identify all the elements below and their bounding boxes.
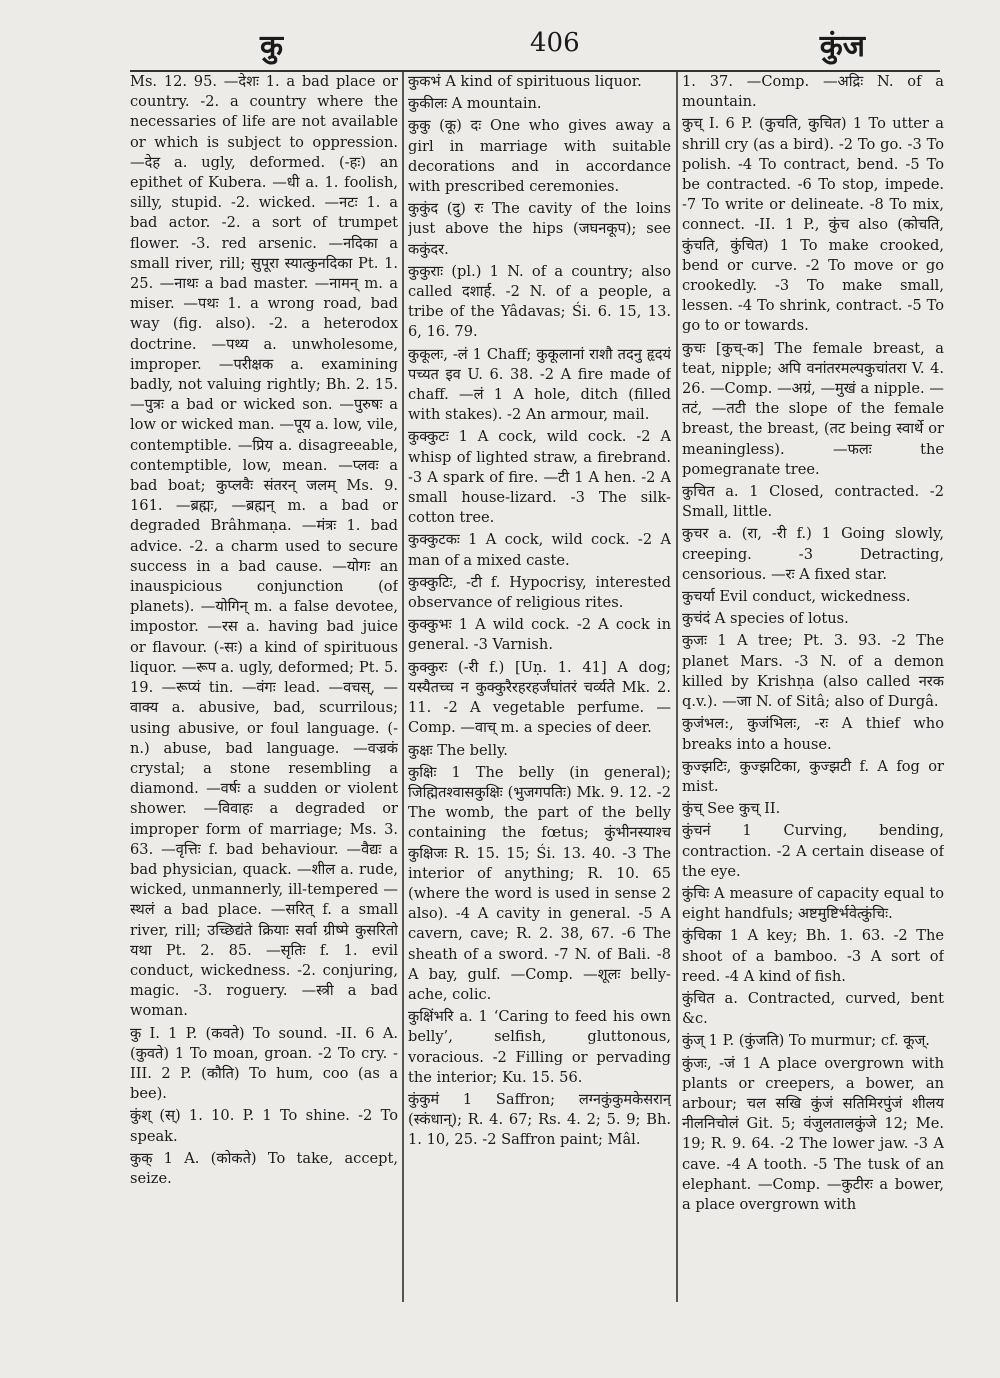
entry: कुंचित a. Contracted, curved, bent &c. <box>682 989 944 1028</box>
entry: कुक्षः The belly. <box>408 741 508 759</box>
page-number: 406 <box>530 28 580 58</box>
entry: 1. 37. —Comp. —अद्रिः N. of a mountain. <box>682 73 944 111</box>
column-1 <box>130 72 398 1302</box>
entry: कुंचिः A measure of capacity equal to eight handfuls; अष्टमुष्टिर्भवेत्कुंचिः. <box>682 884 944 923</box>
entry: कुंज् 1 P. (कुंजति) To murmur; cf. कूज्. <box>682 1032 930 1050</box>
entry: कुंचनं 1 Curving, bending, contraction. -2 A certain disease of the eye. <box>682 822 944 880</box>
entry: कुंच् See कुच् II. <box>682 800 781 818</box>
entry: कुचर्या Evil conduct, wickedness. <box>682 588 911 606</box>
entry: कुच् I. 6 P. (कुचति, कुचित) 1 To utter a shrill cry (as a bird). -2 To go. -3 To polish. -4 To contract, bend. -5 To be contracted. -6 To stop, impede. -7 To write or delineate. -8 To mix, connect. -II. 1 P., कुंच also (कोचति, कुंचति, कुंचित) 1 To make crooked, bend or curve. -2 To move or go crookedly. -3 To make small, lessen. -4 To shrink, contract. -5 To go to or towards. <box>682 115 944 335</box>
entry: कुंजः, -जं 1 A place overgrown with plants or creepers, a bower, an arbour; चल सखि कुंजं सतिमिरपुंजं शीलय नीलनिचोलं Git. 5; वंजुलतालकुंजे 12; Me. 19; R. 9. 64. -2 The lower jaw. -3 A cave. -4 A tooth. -5 The tusk of an elephant. —Comp. —कुटीरः a bower, a place overgrown with <box>682 1054 944 1213</box>
column-divider <box>402 72 404 1302</box>
entry: कुकु (कू) दः One who gives away a girl in marriage with suitable decorations and in accordance with prescribed ceremonies. <box>408 117 671 196</box>
entry: कुंकुमं 1 Saffron; लग्नकुंकुमकेसरान् (स्कंधान्); R. 4. 67; Rs. 4. 2; 5. 9; Bh. 1. 10, 25. -2 Saffron paint; Mâl. <box>408 1090 671 1149</box>
text-columns <box>128 72 944 1302</box>
entry: कुक् 1 A. (कोकते) To take, accept, seize. <box>130 1149 398 1187</box>
entry: कुक्कुटिः, -टी f. Hypocrisy, interested observance of religious rites. <box>408 573 671 612</box>
column-divider <box>676 72 678 1302</box>
page-header <box>130 18 940 72</box>
entry: कुकूलः, -लं 1 Chaff; कुकूलानां राशौ तदनु हृदयं पच्यत इव U. 6. 38. -2 A fire made of chaff. —लं 1 A hole, ditch (filled with stakes). -2 An armour, mail. <box>408 345 671 424</box>
header-left-word: कु <box>260 29 284 64</box>
entry: कुकीलः A mountain. <box>408 95 542 113</box>
column-3 <box>682 72 944 1302</box>
header-right-word: कुंज <box>819 29 865 64</box>
entry: कुंश् (स्) 1. 10. P. 1 To shine. -2 To speak. <box>130 1107 398 1145</box>
entry: कुक्कुटकः 1 A cock, wild cock. -2 A man of a mixed caste. <box>408 531 671 569</box>
entry: कुचित a. 1 Closed, contracted. -2 Small, little. <box>682 483 944 521</box>
entry: कुज्झटिः, कुज्झटिका, कुज्झटी f. A fog or mist. <box>682 757 944 795</box>
entry: कुकुंद (दु) रः The cavity of the loins just above the hips (जघनकूप); see ककुंदर. <box>408 200 671 258</box>
entry: कुजः 1 A tree; Pt. 3. 93. -2 The planet Mars. -3 N. of a demon killed by Krishṇa (also called नरक q.v.). —जा N. of Sitâ; also of Durgâ. <box>682 632 944 711</box>
entry: कुजंभल:, कुजंभिलः, -रः A thief who breaks into a house. <box>682 715 944 753</box>
entry: कुक्षिः 1 The belly (in general); जिह्मितश्वासकुक्षिः (भुजगपतिः) Mk. 9. 12. -2 The womb, the part of the belly containing the fœtus; कुंभीनस्याश्च कुक्षिजः R. 15. 15; Śi. 13. 40. -3 The interior of anything; R. 10. 65 (where the word is used in sense 2 also). -4 A cavity in general. -5 A cavern, cave; R. 2. 38, 67. -6 The sheath of a sword. -7 N. of Bali. -8 A bay, gulf. —Comp. —शूलः belly-ache, colic. <box>408 763 671 1003</box>
column-2 <box>408 72 671 1302</box>
entry: कुक्षिंभरि a. 1 ‘Caring to feed his own belly’, selfish, gluttonous, voracious. -2 Filling or pervading the interior; Ku. 15. 56. <box>408 1008 671 1086</box>
entry: कुचः [कुच्-क] The female breast, a teat, nipple; अपि वनांतरमल्पकुचांतरा V. 4. 26. —Comp. —अग्रं, —मुखं a nipple. —तटं, —तटी the slope of the female breast, the breast, (तट being स्वार्थे or meaningless). —फलः the pomegranate tree. <box>682 339 944 478</box>
entry: कुचर a. (रा, -री f.) 1 Going slowly, creeping. -3 Detracting, censorious. —रः A fixed star. <box>682 525 944 583</box>
entry: कुक्कुटः 1 A cock, wild cock. -2 A whisp of lighted straw, a firebrand. -3 A spark of fire. —टी 1 A hen. -2 A small house-lizard. -3 The silk-cotton tree. <box>408 428 671 527</box>
entry: कु I. 1 P. (कवते) To sound. -II. 6 A. (कुवते) 1 To moan, groan. -2 To cry. -III. 2 P. (कौति) To hum, coo (as a bee). <box>130 1024 398 1103</box>
entry: कुक्कुरः (-री f.) [Uṇ. 1. 41] A dog; यस्यैतच्च न कुक्कुरैरहरहर्जंघांतरं चर्व्यते Mk. 2. 11. -2 A vegetable perfume. —Comp. —वाच् m. a species of deer. <box>408 658 671 737</box>
entry: कुकुराः (pl.) 1 N. of a country; also called दशार्ह. -2 N. of a people, a tribe of the Yâdavas; Śi. 6. 15, 13. 6, 16. 79. <box>408 262 671 341</box>
entry: कुकभं A kind of spirituous liquor. <box>408 73 642 90</box>
entry: Ms. 12. 95. —देशः 1. a bad place or country. -2. a country where the necessaries of life are not available or which is subject to oppression. —देह a. ugly, deformed. (-हः) an epithet of Kubera. —धी a. 1. foolish, silly, stupid. -2. wicked. —नटः 1. a bad actor. -2. a sort of trumpet flower. -3. red arsenic. —नदिका a small river, rill; सुपूरा स्यात्कुनदिका Pt. 1. 25. —नाथः a bad master. —नामन् m. a miser. —पथः 1. a wrong road, bad way (fig. also). -2. a heterodox doctrine. —पथ्य a. unwholesome, improper. —परीक्षक a. examining badly, not valuing rightly; Bh. 2. 15. —पुत्रः a bad or wicked son. —पुरुषः a low or wicked man. —पूय a. low, vile, contemptible. —प्रिय a. disagreeable, contemptible, low, mean. —प्लवः a bad boat; कुप्लवैः संतरन् जलम् Ms. 9. 161. —ब्रह्मः, —ब्रह्मन् m. a bad or degraded Brâhmaṇa. —मंत्रः 1. bad advice. -2. a charm used to secure success in a bad cause. —योगः an inauspicious conjunction (of planets). —योगिन् m. a false devotee, impostor. —रस a. having bad juice or flavour. (-सः) a kind of spirituous liquor. —रूप a. ugly, deformed; Pt. 5. 19. —रूप्यं tin. —वंगः lead. —वचस्, —वाक्य a. abusive, bad, scurrilous; using abusive, or foul language. (-n.) abuse, bad language. —वज्रकं crystal; a stone resembling a diamond. —वर्षः a sudden or violent shower. —विवाहः a degraded or improper form of marriage; Ms. 3. 63. —वृत्तिः f. bad behaviour. —वैद्यः a bad physician, quack. —शील a. rude, wicked, unmannerly, ill-tempered —स्थलं a bad place. —सरित् f. a small river, rill; उच्छिद्यंते क्रियाः सर्वा ग्रीष्मे कुसरितो यथा Pt. 2. 85. —सृतिः f. 1. evil conduct, wickedness. -2. conjuring, magic. -3. roguery. —स्त्री a bad woman. <box>130 73 398 1020</box>
entry: कुंचिका 1 A key; Bh. 1. 63. -2 The shoot of a bamboo. -3 A sort of reed. -4 A kind of fish. <box>682 927 944 985</box>
entry: कुचंदं A species of lotus. <box>682 610 849 628</box>
entry: कुक्कुभः 1 A wild cock. -2 A cock in general. -3 Varnish. <box>408 616 671 654</box>
